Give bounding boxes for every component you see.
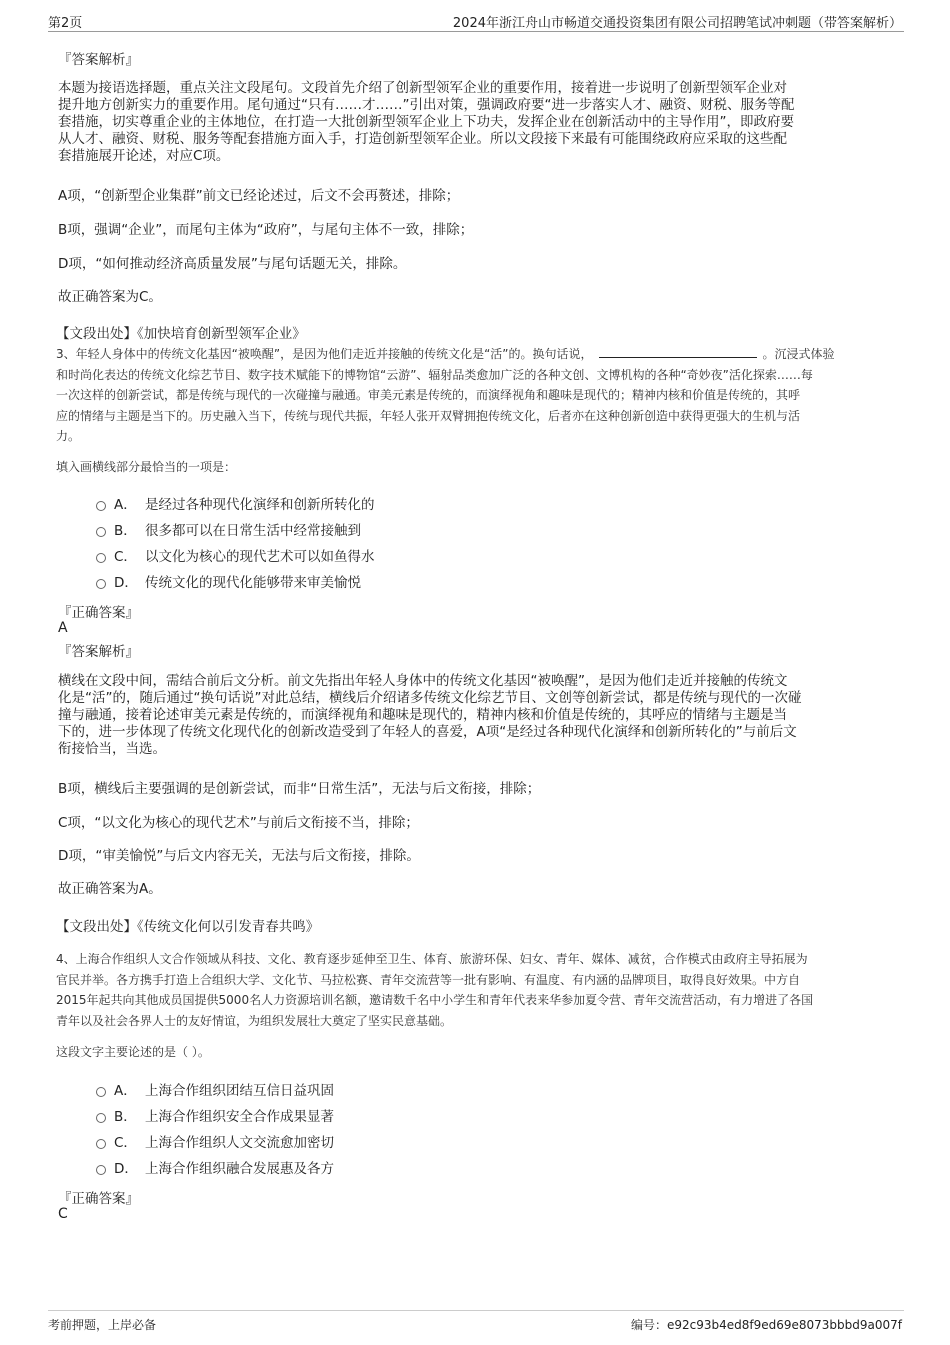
q3-conclusion: 故正确答案为A。 xyxy=(58,881,162,897)
q2-analysis-label: 『答案解析』 xyxy=(58,52,139,68)
q3-stem-line: 力。 xyxy=(56,429,81,443)
radio-icon[interactable] xyxy=(96,1139,106,1149)
q3-option-c[interactable]: C． 以文化为核心的现代艺术可以如鱼得水 xyxy=(96,546,375,564)
q3-analysis-line: 下的，进一步体现了传统文化现代化的创新改造受到了年轻人的喜爱，A项“是经过各种现代化演绎和创新所转化的”与前后文 xyxy=(58,724,797,740)
q3-option-d[interactable]: D． 传统文化的现代化能够带来审美愉悦 xyxy=(96,572,361,590)
radio-icon[interactable] xyxy=(96,1113,106,1123)
q3-analysis-line: 撞与融通，接着论述审美元素是传统的，而演绎视角和趣味是现代的，精神内核和价值是传统的，其呼应的情绪与主题是当 xyxy=(58,707,787,723)
radio-icon[interactable] xyxy=(96,501,106,511)
q4-option-b[interactable]: B． 上海合作组织安全合作成果显著 xyxy=(96,1106,334,1124)
q3-stem-line: 和时尚化表达的传统文化综艺节目、数字技术赋能下的博物馆“云游”、辐射品类愈加广泛的各种文创、文博机构的各种“奇妙夜”活化探索……每 xyxy=(56,367,813,382)
q3-note-b: B项，横线后主要强调的是创新尝试，而非“日常生活”，无法与后文衔接，排除； xyxy=(58,781,541,797)
q4-prompt: 这段文字主要论述的是（ ）。 xyxy=(56,1045,210,1059)
q3-answer-label: 『正确答案』 xyxy=(58,605,139,621)
q4-stem-line: 4、上海合作组织人文合作领域从科技、文化、教育逐步延伸至卫生、体育、旅游环保、妇女、青年、媒体、减贫，合作模式由政府主导拓展为 xyxy=(56,952,808,966)
q3-analysis-line: 横线在文段中间，需结合前后文分析。前文先指出年轻人身体中的传统文化基因“被唤醒”，是因为他们走近并接触的传统文 xyxy=(58,673,788,689)
q2-analysis-line: 从人才、融资、财税、服务等配套措施方面入手，打造创新型领军企业。所以文段接下来最有可能围绕政府应采取的这些配 xyxy=(58,131,787,147)
q3-stem-first-line: 3、年轻人身体中的传统文化基因“被唤醒”，是因为他们走近并接触的传统文化是“活”的。换句话说， 。沉浸式体验 xyxy=(56,347,835,361)
q3-analysis xyxy=(58,673,894,758)
q3-stem-line: 一次这样的创新尝试，都是传统与现代的一次碰撞与融通。审美元素是传统的，而演绎视角和趣味是现代的；精神内核和价值是传统的，其呼 xyxy=(56,388,801,402)
radio-icon[interactable] xyxy=(96,553,106,563)
q4-stem xyxy=(56,949,896,1031)
q2-conclusion: 故正确答案为C。 xyxy=(58,289,162,305)
q3-note-d: D项，“审美愉悦”与后文内容无关，无法与后文衔接，排除。 xyxy=(58,848,420,864)
q3-answer: A xyxy=(58,620,68,636)
q2-analysis-line: 套措施展开论述，对应C项。 xyxy=(58,148,230,164)
page-number: 第2页 xyxy=(48,16,83,31)
fill-in-blank xyxy=(599,345,757,358)
q3-stem xyxy=(56,344,896,447)
q4-option-c[interactable]: C． 上海合作组织人文交流愈加密切 xyxy=(96,1132,334,1150)
q2-analysis-line: 本题为接语选择题，重点关注文段尾句。文段首先介绍了创新型领军企业的重要作用，接着进一步说明了创新型领军企业对 xyxy=(58,80,787,96)
radio-icon[interactable] xyxy=(96,579,106,589)
radio-icon[interactable] xyxy=(96,1165,106,1175)
q2-note-b: B项，强调“企业”，而尾句主体为“政府”，与尾句主体不一致，排除； xyxy=(58,222,474,238)
q3-analysis-line: 衔接恰当，当选。 xyxy=(58,741,166,757)
document-id: 编号：e92c93b4ed8f9ed69e8073bbbd9a007f xyxy=(630,1318,902,1332)
q2-source: 【文段出处】《加快培育创新型领军企业》 xyxy=(56,326,306,342)
q4-option-d[interactable]: D． 上海合作组织融合发展惠及各方 xyxy=(96,1158,334,1176)
q3-analysis-line: 化是“活”的，随后通过“换句话说”对此总结，横线后介绍诸多传统文化综艺节目、文创等创新尝试，都是传统与现代的一次碰 xyxy=(58,690,802,706)
q2-analysis xyxy=(58,80,894,165)
q3-option-b[interactable]: B． 很多都可以在日常生活中经常接触到 xyxy=(96,520,361,538)
header-divider xyxy=(48,31,904,32)
q4-stem-line: 青年以及社会各界人士的友好情谊，为组织发展壮大奠定了坚实民意基础。 xyxy=(56,1013,453,1028)
document-title: 2024年浙江舟山市畅道交通投资集团有限公司招聘笔试冲刺题（带答案解析） xyxy=(452,16,902,31)
q2-analysis-line: 提升地方创新实力的重要作用。尾句通过“只有……才……”引出对策，强调政府要“进一步落实人才、融资、财税、服务等配 xyxy=(58,97,795,113)
q2-note-d: D项，“如何推动经济高质量发展”与尾句话题无关，排除。 xyxy=(58,256,407,272)
q4-answer: C xyxy=(58,1206,68,1222)
radio-icon[interactable] xyxy=(96,1087,106,1097)
radio-icon[interactable] xyxy=(96,527,106,537)
q4-answer-label: 『正确答案』 xyxy=(58,1191,139,1207)
footer-divider xyxy=(48,1310,904,1311)
q4-stem-line: 2015年起共向其他成员国提供5000名人力资源培训名额，邀请数千名中小学生和青年代表来华参加夏令营、青年交流营活动，有力增进了各国 xyxy=(56,993,814,1007)
footer-slogan: 考前押题，上岸必备 xyxy=(48,1318,157,1332)
q4-stem-line: 官民并举。各方携手打造上合组织大学、文化节、马拉松赛、青年交流营等一批有影响、有温度、有内涵的品牌项目，取得良好效果。中方自 xyxy=(56,972,801,987)
q3-analysis-label: 『答案解析』 xyxy=(58,644,139,660)
q3-option-a[interactable]: A． 是经过各种现代化演绎和创新所转化的 xyxy=(96,494,375,512)
q2-analysis-line: 套措施，切实尊重企业的主体地位，在打造一大批创新型领军企业上下功夫，发挥企业在创新活动中的主导作用”，即政府要 xyxy=(58,114,794,130)
q3-prompt: 填入画横线部分最恰当的一项是： xyxy=(56,460,237,474)
q3-source: 【文段出处】《传统文化何以引发青春共鸣》 xyxy=(56,919,320,935)
q3-note-c: C项，“以文化为核心的现代艺术”与前后文衔接不当，排除； xyxy=(58,815,419,831)
q2-note-a: A项，“创新型企业集群”前文已经论述过，后文不会再赘述，排除； xyxy=(58,188,460,204)
q3-stem-line: 应的情绪与主题是当下的。历史融入当下，传统与现代共振，年轻人张开双臂拥抱传统文化，后者亦在这种创新创造中获得更强大的生机与活 xyxy=(56,408,801,423)
q4-option-a[interactable]: A． 上海合作组织团结互信日益巩固 xyxy=(96,1080,334,1098)
